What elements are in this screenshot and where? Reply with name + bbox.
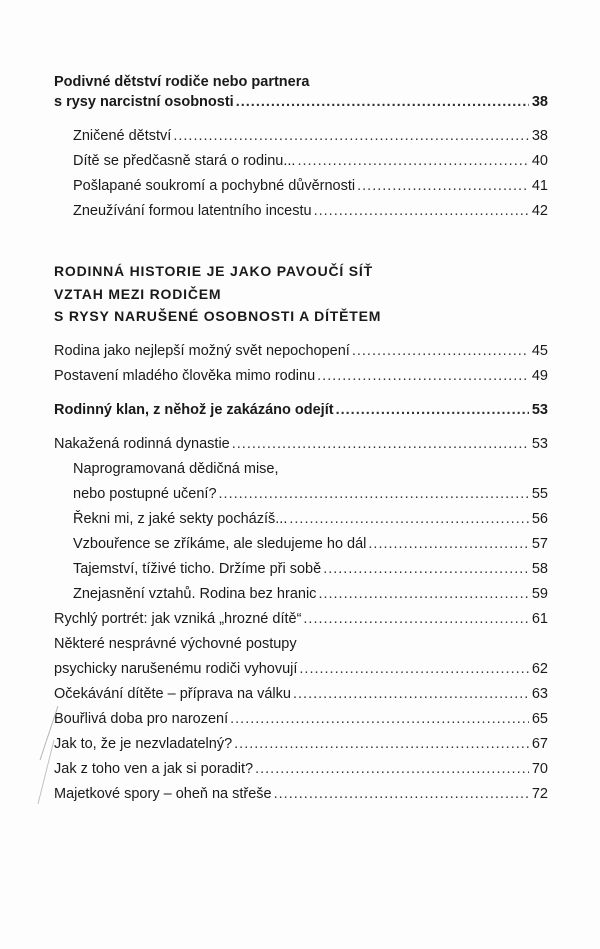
leader-dots xyxy=(314,201,529,221)
toc-chapter-title: Podivné dětství rodiče nebo partnera xyxy=(54,74,310,90)
toc-entry-label: Rodinný klan, z něhož je zakázáno odejít xyxy=(54,402,334,418)
leader-dots xyxy=(368,534,528,554)
toc-entry-page: 59 xyxy=(531,586,548,602)
toc-entry-label: Bouřlivá doba pro narození xyxy=(54,711,229,727)
toc-entry-page: 63 xyxy=(531,686,548,702)
toc-entry xyxy=(54,734,548,754)
leader-dots xyxy=(289,509,529,529)
toc-subentry xyxy=(73,559,548,579)
toc-entry xyxy=(54,709,548,729)
toc-entry-label: Nakažená rodinná dynastie xyxy=(54,436,230,452)
toc-entry-page: 65 xyxy=(531,711,548,727)
toc-entry-label: s rysy narcistní osobnosti xyxy=(54,94,234,110)
toc-entry-line: Některé nesprávné výchovné postupy xyxy=(54,636,297,652)
toc-entry-label: nebo postupné učení? xyxy=(73,486,217,502)
toc-subentry xyxy=(73,126,548,146)
toc-entry-page: 40 xyxy=(531,153,548,169)
pencil-mark-icon xyxy=(34,700,64,810)
toc-entry-label: Pošlapané soukromí a pochybné důvěrnosti xyxy=(73,178,356,194)
leader-dots xyxy=(255,759,529,779)
toc-entry-label: Postavení mladého člověka mimo rodinu xyxy=(54,368,316,384)
leader-dots xyxy=(297,151,528,171)
toc-entry-page: 38 xyxy=(531,128,548,144)
toc-entry-label: Majetkové spory – oheň na střeše xyxy=(54,786,272,802)
toc-entry xyxy=(54,609,548,629)
part-heading: RODINNÁ HISTORIE JE JAKO PAVOUČÍ SÍŤ xyxy=(54,263,373,279)
leader-dots xyxy=(236,92,529,112)
toc-subentry xyxy=(73,201,548,221)
toc-entry-label: Jak to, že je nezvladatelný? xyxy=(54,736,233,752)
toc-entry-page: 38 xyxy=(531,94,548,110)
toc-entry-page: 55 xyxy=(531,486,548,502)
toc-entry-label: Dítě se předčasně stará o rodinu... xyxy=(73,153,296,169)
toc-entry-label: psychicky narušenému rodiči vyhovují xyxy=(54,661,298,677)
toc-entry-label: Zničené dětství xyxy=(73,128,172,144)
toc-entry-page: 49 xyxy=(531,368,548,384)
toc-entry xyxy=(54,684,548,704)
leader-dots xyxy=(303,609,528,629)
toc-entry-page: 58 xyxy=(531,561,548,577)
toc-entry-label: Očekávání dítěte – příprava na válku xyxy=(54,686,291,702)
toc-subentry xyxy=(73,584,548,604)
toc-entry-page: 53 xyxy=(531,436,548,452)
leader-dots xyxy=(230,709,529,729)
toc-entry-page: 61 xyxy=(531,611,548,627)
toc-entry xyxy=(54,434,548,454)
toc-entry-label: Zneužívání formou latentního incestu xyxy=(73,203,312,219)
toc-entry-page: 42 xyxy=(531,203,548,219)
toc-entry-page: 41 xyxy=(531,178,548,194)
leader-dots xyxy=(336,400,529,420)
leader-dots xyxy=(274,784,529,804)
leader-dots xyxy=(293,684,529,704)
toc-entry-label: Rodina jako nejlepší možný svět nepochopení xyxy=(54,343,350,359)
toc-entry xyxy=(54,341,548,361)
toc-entry-page: 62 xyxy=(531,661,548,677)
leader-dots xyxy=(317,366,529,386)
toc-entry-label: Tajemství, tíživé ticho. Držíme při sobě xyxy=(73,561,322,577)
toc-entry xyxy=(54,659,548,679)
leader-dots xyxy=(299,659,528,679)
toc-entry-page: 70 xyxy=(531,761,548,777)
toc-entry-page: 72 xyxy=(531,786,548,802)
toc-chapter-entry xyxy=(54,400,548,420)
toc-entry-label: Vzbouřence se zříkáme, ale sledujeme ho dál xyxy=(73,536,367,552)
leader-dots xyxy=(352,341,529,361)
toc-entry xyxy=(54,759,548,779)
part-heading: VZTAH MEZI RODIČEM xyxy=(54,286,222,302)
toc-entry-label: Řekni mi, z jaké sekty pocházíš... xyxy=(73,511,288,527)
leader-dots xyxy=(234,734,529,754)
toc-entry xyxy=(54,784,548,804)
toc-subentry xyxy=(73,509,548,529)
toc-entry-page: 53 xyxy=(531,402,548,418)
toc-entry-label: Rychlý portrét: jak vzniká „hrozné dítě“ xyxy=(54,611,302,627)
toc-subentry xyxy=(73,176,548,196)
toc-subentry xyxy=(73,534,548,554)
toc-entry-label: Jak z toho ven a jak si poradit? xyxy=(54,761,254,777)
toc-subentry xyxy=(73,484,548,504)
toc-entry-label: Znejasnění vztahů. Rodina bez hranic xyxy=(73,586,317,602)
leader-dots xyxy=(219,484,529,504)
toc-chapter-entry xyxy=(54,92,548,112)
toc-entry-page: 57 xyxy=(531,536,548,552)
leader-dots xyxy=(318,584,528,604)
leader-dots xyxy=(232,434,529,454)
toc-entry-page: 56 xyxy=(531,511,548,527)
leader-dots xyxy=(357,176,529,196)
part-heading: S RYSY NARUŠENÉ OSOBNOSTI A DÍTĚTEM xyxy=(54,308,382,324)
toc-subentry-line: Naprogramovaná dědičná mise, xyxy=(73,461,279,477)
leader-dots xyxy=(173,126,529,146)
leader-dots xyxy=(323,559,529,579)
toc-entry-page: 67 xyxy=(531,736,548,752)
toc-entry-page: 45 xyxy=(531,343,548,359)
toc-entry xyxy=(54,366,548,386)
toc-subentry xyxy=(73,151,548,171)
